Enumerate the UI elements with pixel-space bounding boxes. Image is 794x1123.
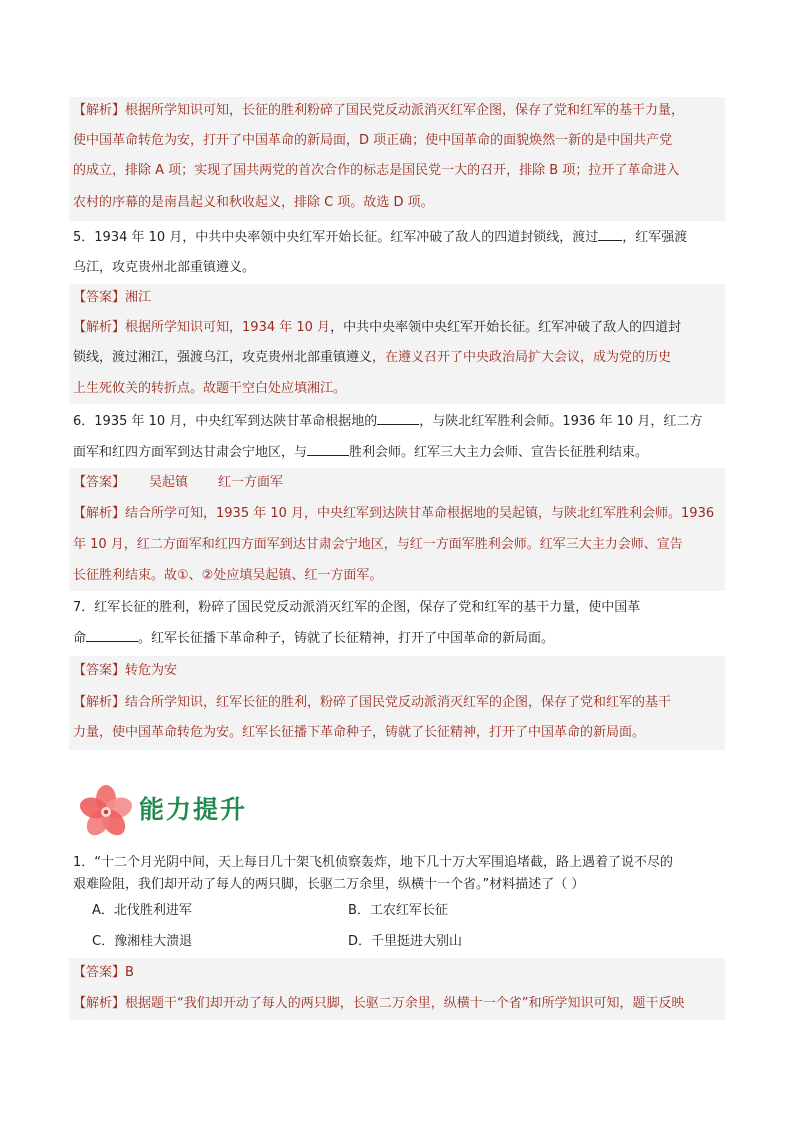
question-7-line-2: 命 。红军长征播下革命种子，铸就了长征精神，打开了中国革命的新局面。 bbox=[73, 627, 725, 649]
analysis-line-q5-2: 锁线，渡过湘江，强渡乌江，攻克贵州北部重镇遵义，在遵义召开了中央政治局扩大会议，成为党的历史 bbox=[73, 350, 672, 365]
analysis-tag: 【解析】 bbox=[73, 103, 126, 118]
analysis-line-q6-2: 年 10 月，红二方面军和红四方面军到达甘肃会宁地区，与红一方面军胜利会师。红军三大主力会师、宣告 bbox=[73, 537, 683, 552]
answer-value: 湘江 bbox=[125, 290, 152, 305]
analysis-line bbox=[73, 100, 725, 122]
answer-line-q5 bbox=[73, 287, 725, 309]
analysis-line-q5-3: 上生死攸关的转折点。故题干空白处应填湘江。 bbox=[73, 381, 347, 396]
fill-blank bbox=[86, 627, 138, 642]
question-5-line-1: 5．1934 年 10 月，中共中央率领中央红军开始长征。红军冲破了敌人的四道封锁线，渡过 ，红军强渡 bbox=[73, 226, 725, 248]
analysis-line-q6-3: 长征胜利结束。故①、②处应填吴起镇、红一方面军。 bbox=[73, 568, 383, 583]
fill-blank bbox=[377, 410, 419, 425]
option-c[interactable]: C．豫湘桂大溃退 bbox=[92, 934, 193, 949]
analysis-line-q5-1: 【解析】根据所学知识可知，1934 年 10 月，中共中央率领中央红军开始长征。红军冲破了敌人的四道封 bbox=[73, 320, 682, 335]
answer-line-q7: 【答案】转危为安 bbox=[73, 663, 178, 678]
question-5-line-2: 乌江，攻克贵州北部重镇遵义。 bbox=[73, 260, 256, 275]
section-title: 能力提升 bbox=[139, 795, 248, 824]
fill-blank bbox=[598, 226, 622, 241]
fill-blank bbox=[307, 441, 349, 456]
question-1-line-2: 艰难险阻，我们却开动了每人的两只脚，长驱二万余里，纵横十一个省。”材料描述了（ ） bbox=[73, 877, 585, 892]
analysis-line: 的成立，排除 A 项；实现了国共两党的首次合作的标志是国民党一大的召开，排除 B 项；拉开了革命进入 bbox=[73, 163, 680, 178]
flower-icon bbox=[78, 784, 134, 840]
question-6-line-2: 面军和红四方面军到达甘肃会宁地区，与 胜利会师。红军三大主力会师、宣告长征胜利结束。 bbox=[73, 441, 725, 463]
analysis-line-q6-1: 【解析】结合所学可知，1935 年 10 月，中央红军到达陕甘革命根据地的吴起镇，与陕北红军胜利会师。1936 bbox=[73, 506, 715, 521]
analysis-line-q7-1: 【解析】结合所学知识，红军长征的胜利，粉碎了国民党反动派消灭红军的企图，保存了党和红军的基干 bbox=[73, 695, 672, 710]
option-d[interactable]: D．千里挺进大别山 bbox=[348, 934, 463, 949]
analysis-line: 农村的序幕的是南昌起义和秋收起义，排除 C 项。故选 D 项。 bbox=[73, 195, 434, 210]
analysis-line-q1-1: 【解析】根据题干“我们却开动了每人的两只脚，长驱二万余里，纵横十一个省”和所学知识可知，题干反映 bbox=[73, 996, 685, 1011]
question-6-line-1: 6．1935 年 10 月，中央红军到达陕甘革命根据地的 ，与陕北红军胜利会师。1936 年 10 月，红二方 bbox=[73, 410, 725, 432]
answer-tag: 【答案】 bbox=[73, 290, 126, 305]
analysis-line: 使中国革命转危为安，打开了中国革命的新局面，D 项正确；使中国革命的面貌焕然一新的是中国共产党 bbox=[73, 133, 673, 148]
question-1-line-1: 1．“十二个月光阴中间，天上每日几十架飞机侦察轰炸，地下几十万大军围追堵截，路上遇着了说不尽的 bbox=[73, 855, 674, 870]
answer-line-q1: 【答案】B bbox=[73, 965, 134, 980]
analysis-text: 根据所学知识可知，长征的胜利粉碎了国民党反动派消灭红军企图，保存了党和红军的基干力量， bbox=[125, 103, 685, 118]
option-b[interactable]: B．工农红军长征 bbox=[348, 903, 448, 918]
answer-line-q6: 【答案】 吴起镇 红一方面军 bbox=[73, 475, 284, 490]
question-7-line-1: 7．红军长征的胜利，粉碎了国民党反动派消灭红军的企图，保存了党和红军的基干力量，使中国革 bbox=[73, 600, 641, 615]
analysis-line-q7-2: 力量，使中国革命转危为安。红军长征播下革命种子，铸就了长征精神，打开了中国革命的新局面。 bbox=[73, 725, 646, 740]
option-a[interactable]: A．北伐胜利进军 bbox=[92, 903, 192, 918]
